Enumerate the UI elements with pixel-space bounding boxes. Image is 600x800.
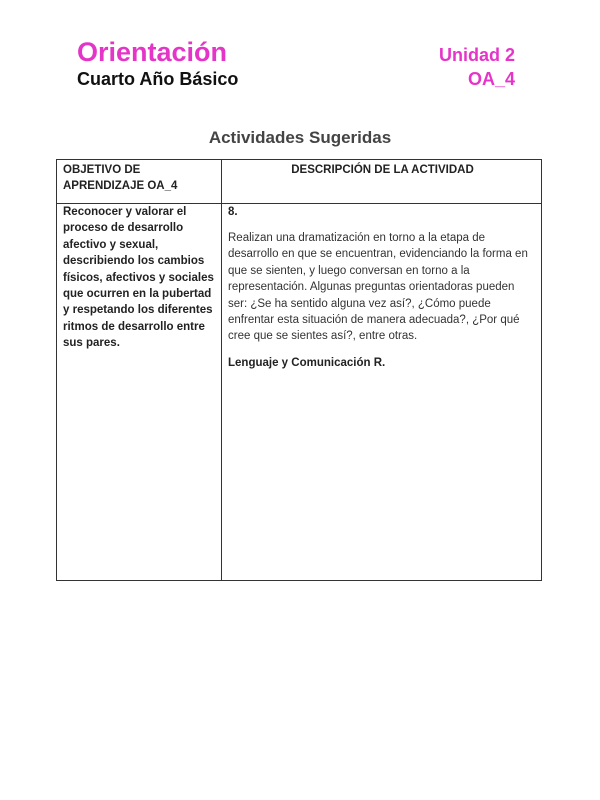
- activity-number: 8.: [228, 206, 238, 218]
- table-header-description: DESCRIPCIÓN DE LA ACTIVIDAD: [291, 164, 474, 176]
- table-column-divider: [221, 160, 222, 580]
- document-header-right: [439, 44, 515, 90]
- objective-text: Reconocer y valorar el proceso de desarrollo afectivo y sexual, describiendo los cambios físicos, afectivos y sociales que ocurren en la pubertad y respetando los diferentes ritmos de desarrollo entre sus pares.: [63, 206, 214, 350]
- oa-label: OA_4: [467, 69, 515, 89]
- unit-label: Unidad 2: [438, 45, 515, 65]
- document-header-left: [77, 36, 238, 90]
- subject-title: Orientación: [77, 37, 228, 67]
- activity-description: Realizan una dramatización en torno a la etapa de desarrollo en que se encuentran, evidenciando la forma en que se sienten, y luego conversan en torno a la representación. Algunas preguntas orientadoras pueden ser: ¿Se ha sentido alguna vez así?, ¿Cómo puede enfrentar esta situación de manera adecuada?, ¿Por qué cree que se sientes así?, entre otras.: [228, 232, 528, 343]
- activity-subject-link: Lenguaje y Comunicación R.: [228, 356, 386, 369]
- table-header-objective: OBJETIVO DE APRENDIZAJE OA_4: [63, 164, 178, 192]
- grade-level: Cuarto Año Básico: [77, 69, 239, 89]
- section-title: Actividades Sugeridas: [208, 128, 392, 147]
- activity-cell: [228, 204, 536, 371]
- activity-table: [56, 159, 542, 581]
